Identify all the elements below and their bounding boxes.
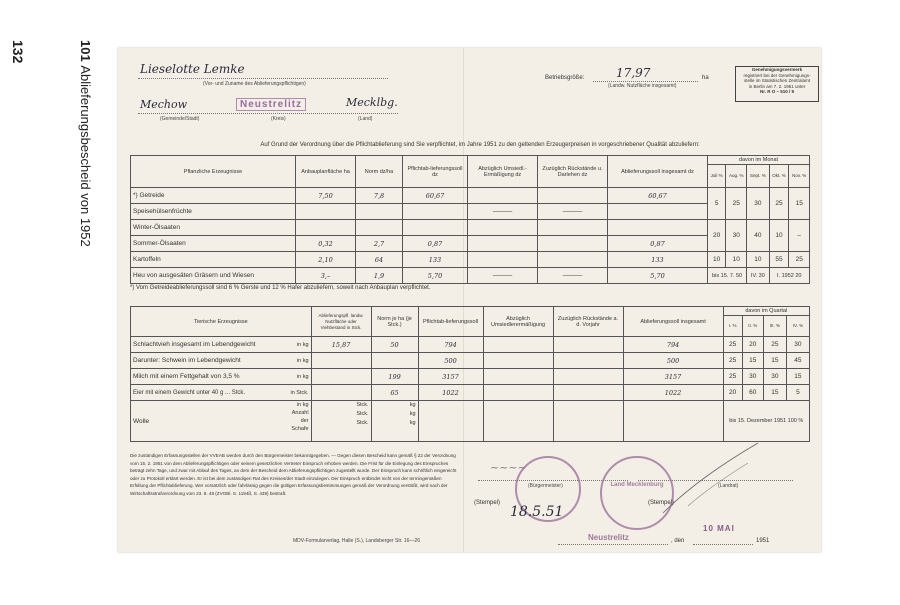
- state-caption: (Land): [358, 116, 373, 122]
- col-header: Abzüglich Umsiedl.-Ermäßigung dz: [468, 156, 538, 188]
- wool-deduction: [483, 401, 553, 442]
- mayor-signature: ~~~~: [490, 461, 527, 474]
- quarter-cell: 30: [763, 369, 786, 385]
- quarter-cell: 5: [786, 385, 809, 401]
- wool-note: bis 15. Dezember 1951 100 %: [723, 401, 809, 442]
- year-label: 1951: [756, 538, 770, 544]
- month-header: Okt. %: [769, 165, 789, 188]
- table-row: [131, 385, 810, 401]
- table1-footnote: *) Vom Getreideablieferungssoll sind 6 % Gerste und 12 % Hafer abzuliefern, soweit nach Anbauplan verpflichtet.: [130, 285, 431, 291]
- total-cell: 5,70: [608, 268, 708, 284]
- quarter-cell: 15: [763, 385, 786, 401]
- arrears-cell: ———: [538, 268, 608, 284]
- signature-stroke: [658, 438, 768, 518]
- quarter-cell: 20: [723, 385, 742, 401]
- month-header: Nov. %: [789, 165, 810, 188]
- approval-line: stelle im Statistischen Zentralamt: [743, 78, 811, 83]
- col-header: Zuzüglich Rückstände a. d. Vorjahr: [553, 307, 623, 337]
- month-cell: 10: [769, 220, 789, 252]
- quarter-cell: 25: [723, 337, 742, 353]
- area-cell: [296, 204, 356, 220]
- area-cell: 3,–: [296, 268, 356, 284]
- col-header: Norm je ha (je Stck.): [371, 307, 418, 337]
- quota-cell: 0,87: [403, 236, 468, 252]
- month-header: Juli %: [708, 165, 726, 188]
- month-cell: bis 15. 7. 50: [708, 268, 747, 284]
- arrears-cell: [553, 337, 623, 353]
- quota-cell: 794: [418, 337, 483, 353]
- deduction-cell: [468, 252, 538, 268]
- quarter-header: IV. %: [786, 316, 809, 337]
- page-number: 132: [10, 40, 26, 64]
- col-header: Norm dz/ha: [356, 156, 403, 188]
- intro-text: Auf Grund der Verordnung über die Pflichtablieferung sind Sie verpflichtet, im Jahre 1951 zu den geltenden Erzeugerpreisen in vorgeschriebener Qualität abzuliefern:: [260, 142, 700, 148]
- total-cell: 794: [623, 337, 723, 353]
- date-stamp: 10 MAI: [703, 524, 735, 533]
- norm-cell: 7,8: [356, 188, 403, 204]
- wool-total: [623, 401, 723, 442]
- deduction-cell: [483, 385, 553, 401]
- quarter-cell: 15: [742, 353, 763, 369]
- quarter-cell: 15: [786, 369, 809, 385]
- unit-cell: in kg: [284, 337, 311, 353]
- col-header: Ablieferungspfl. landw. Nutzfläche oder Viehbestand in Stck.: [311, 307, 371, 337]
- approval-line: Genehmigungsvermerk: [751, 67, 803, 72]
- unit-cell: in kg: [284, 369, 311, 385]
- total-cell: [608, 204, 708, 220]
- norm-cell: [356, 220, 403, 236]
- norm-cell: 64: [356, 252, 403, 268]
- place-line: [558, 544, 668, 545]
- product-name: Winter-Ölsaaten: [131, 220, 296, 236]
- col-header: Abzüglich Umsiedlerermäßigung: [483, 307, 553, 337]
- product-name: Heu von ausgesäten Gräsern und Wiesen: [131, 268, 296, 284]
- table-row: [131, 252, 810, 268]
- wool-arrears: [553, 401, 623, 442]
- quarter-header: III. %: [763, 316, 786, 337]
- quarter-header: II. %: [742, 316, 763, 337]
- name-caption: (Vor- und Zuname des Ablieferungspflichtigen): [203, 81, 306, 87]
- quarter-cell: 45: [786, 353, 809, 369]
- wool-stck: Stck.: [356, 402, 369, 408]
- wool-units: [284, 401, 311, 442]
- product-name: Darunter: Schwein im Lebendgewicht: [131, 353, 284, 369]
- arrears-cell: [553, 385, 623, 401]
- place-stamp: Neustrelitz: [588, 533, 629, 542]
- quarter-cell: 30: [742, 369, 763, 385]
- month-cell: 25: [789, 252, 810, 268]
- deduction-cell: [483, 369, 553, 385]
- month-cell: 30: [747, 188, 769, 220]
- landrat-caption: (Landrat): [718, 483, 739, 489]
- col-header: Zuzüglich Rückstände u. Darlehen dz: [538, 156, 608, 188]
- fold-line: [463, 48, 464, 552]
- table-row: [131, 268, 810, 284]
- document-number: 101: [78, 40, 93, 62]
- month-cell: 10: [726, 252, 747, 268]
- handwritten-date: 18.5.51: [510, 504, 564, 520]
- area-cell: 15,87: [311, 337, 371, 353]
- state-value: Mecklbg.: [346, 96, 398, 109]
- product-name: Schlachtvieh insgesamt im Lebendgewicht: [131, 337, 284, 353]
- location-underline: [138, 113, 398, 114]
- col-header: Ablieferungssoll insgesamt: [623, 307, 723, 337]
- month-cell: 25: [769, 188, 789, 220]
- total-cell: [608, 220, 708, 236]
- norm-cell: 1,9: [356, 268, 403, 284]
- area-cell: [296, 220, 356, 236]
- month-cell: 55: [769, 252, 789, 268]
- wool-norm: [371, 401, 418, 442]
- wool-unit-line: Schafe: [291, 426, 309, 432]
- table-row: [131, 337, 810, 353]
- quota-cell: 60,67: [403, 188, 468, 204]
- total-cell: 133: [608, 252, 708, 268]
- col-header: Ablieferungssoll insgesamt dz: [608, 156, 708, 188]
- col-header: Pflanzliche Erzeugnisse: [131, 156, 296, 188]
- product-name: Milch mit einem Fettgehalt von 3,5 %: [131, 369, 284, 385]
- stamp-text: Land Mecklenburg: [610, 482, 664, 488]
- approval-box: [735, 66, 819, 102]
- area-cell: 0,32: [296, 236, 356, 252]
- norm-cell: 50: [371, 337, 418, 353]
- wool-kg: kg: [409, 411, 416, 417]
- area-cell: 2,10: [296, 252, 356, 268]
- area-cell: [311, 385, 371, 401]
- col-header: davon im Quartal: [723, 307, 809, 316]
- table-row: [131, 401, 810, 442]
- norm-cell: 199: [371, 369, 418, 385]
- farm-size-caption: (Landw. Nutzfläche insgesamt): [608, 83, 677, 89]
- quarter-header: I. %: [723, 316, 742, 337]
- name-underline: [138, 78, 388, 79]
- month-cell: 40: [747, 220, 769, 252]
- product-name: *) Getreide: [131, 188, 296, 204]
- wool-area: [311, 401, 371, 442]
- quarter-cell: 25: [763, 337, 786, 353]
- wool-kg: kg: [409, 402, 416, 408]
- norm-cell: 65: [371, 385, 418, 401]
- month-cell: 20: [708, 220, 726, 252]
- quarter-cell: 25: [723, 353, 742, 369]
- area-cell: [311, 369, 371, 385]
- total-cell: 0,87: [608, 236, 708, 252]
- wool-stck: Stck.: [356, 411, 369, 417]
- product-name: Kartoffeln: [131, 252, 296, 268]
- date-prefix: , den: [671, 538, 685, 544]
- deduction-cell: ———: [468, 204, 538, 220]
- area-cell: [311, 353, 371, 369]
- deduction-cell: [468, 220, 538, 236]
- approval-line: in Berlin am 7. 2. 1951 unter: [748, 83, 806, 89]
- month-cell: 10: [747, 252, 769, 268]
- month-cell: IV. 30: [747, 268, 769, 284]
- approval-line: Nr. R O – 510 / 9: [759, 89, 795, 94]
- mayor-caption: (Bürgermeister): [528, 483, 563, 489]
- deduction-cell: [468, 236, 538, 252]
- stamp-caption-left: (Stempel): [474, 500, 501, 506]
- col-header: davon im Monat: [708, 156, 810, 165]
- total-cell: 1022: [623, 385, 723, 401]
- document-caption: [78, 40, 93, 247]
- product-name: Sommer-Ölsaaten: [131, 236, 296, 252]
- wool-quota: [418, 401, 483, 442]
- norm-cell: [356, 204, 403, 220]
- quarter-cell: 15: [763, 353, 786, 369]
- municipality-value: Mechow: [140, 98, 188, 111]
- month-cell: –: [789, 220, 810, 252]
- norm-cell: [371, 353, 418, 369]
- deduction-cell: [483, 337, 553, 353]
- col-header: Tierische Erzeugnisse: [131, 307, 312, 337]
- month-cell: 15: [789, 188, 810, 220]
- deduction-cell: [468, 188, 538, 204]
- document-title: Ablieferungsbescheid von 1952: [78, 65, 93, 247]
- col-header: Pflichtab-lieferungssoll: [418, 307, 483, 337]
- wool-stck: Stck.: [356, 420, 369, 426]
- month-cell: 25: [726, 188, 747, 220]
- arrears-cell: [538, 236, 608, 252]
- product-name: Wolle: [131, 401, 284, 442]
- quota-cell: 500: [418, 353, 483, 369]
- product-name: Eier mit einem Gewicht unter 40 g ... Stck.: [131, 385, 284, 401]
- month-header: Sept. %: [747, 165, 769, 188]
- total-cell: 500: [623, 353, 723, 369]
- quota-cell: 3157: [418, 369, 483, 385]
- district-stamp: Neustrelitz: [236, 98, 306, 111]
- arrears-cell: ———: [538, 204, 608, 220]
- area-cell: 7,50: [296, 188, 356, 204]
- month-cell: 5: [708, 188, 726, 220]
- farm-size-label: Betriebsgröße:: [545, 75, 585, 81]
- month-header: Aug. %: [726, 165, 747, 188]
- unit-cell: in Stck.: [284, 385, 311, 401]
- table-row: [131, 369, 810, 385]
- holder-name: Lieselotte Lemke: [140, 62, 245, 76]
- municipality-caption: (Gemeinde/Stadt): [160, 116, 200, 122]
- month-cell: 10: [708, 252, 726, 268]
- approval-line: registriert bei der Genehmigungs-: [743, 72, 811, 78]
- quarter-cell: 25: [723, 369, 742, 385]
- arrears-cell: [553, 353, 623, 369]
- product-name: Speisehülsenfrüchte: [131, 204, 296, 220]
- table-row: [131, 353, 810, 369]
- district-caption: (Kreis): [271, 116, 286, 122]
- col-header: Pflichtab-lieferungssoll dz: [403, 156, 468, 188]
- arrears-cell: [538, 188, 608, 204]
- quarter-cell: 20: [742, 337, 763, 353]
- quarter-cell: 30: [786, 337, 809, 353]
- quarter-cell: 60: [742, 385, 763, 401]
- plant-products-table: [130, 155, 810, 284]
- table-row: [131, 220, 810, 236]
- animal-products-table: [130, 306, 810, 442]
- month-cell: 30: [726, 220, 747, 252]
- arrears-cell: [538, 220, 608, 236]
- quota-cell: 5,70: [403, 268, 468, 284]
- deduction-cell: [483, 353, 553, 369]
- table-row: [131, 188, 810, 204]
- farm-size-unit: ha: [702, 75, 709, 81]
- quota-cell: [403, 220, 468, 236]
- quota-cell: [403, 204, 468, 220]
- stamp-caption-right: (Stempel): [648, 500, 675, 506]
- delivery-notice-form: [118, 48, 821, 552]
- norm-cell: 2,7: [356, 236, 403, 252]
- quota-cell: 1022: [418, 385, 483, 401]
- legal-notice: Die zuständigen Erfassungsstellen der VVEAB werden durch den Bürgermeister bekanntgegeben. — Gegen diesen Bescheid kann gemäß § 22 der Verordnung vom 15. 2. 1951 von dem Ablieferungspflichtigen oder seinem gesetzlichen Vertreter Einspruch erhoben werden. Die Frist für die Einlegung des Einspruches beträgt zehn Tage, und zwar mit Ablauf des Tages, an dem der Bescheid dem Ablieferungspflichtigen zugestellt wurde. Der Einspruch kann schriftlich eingereicht oder zu Protokoll erklärt werden. Er ist bei dem zuständigen Rat des Kreises/der Stadt einzulegen. Der Einspruch entbindet nicht von der termingemäßen Erfüllung der Pflichtablieferung. Wer vorsätzlich oder fahrlässig gegen die gültigen Erfassungsbestimmungen gemäß der Verordnung verstößt, wird nach der Wirtschaftsstrafverordnung vom 23. 9. 48 (ZVOBl. S. 1194ß, S. 439) bestraft.: [130, 453, 457, 496]
- wool-unit-line: in kg: [296, 402, 309, 408]
- total-cell: 60,67: [608, 188, 708, 204]
- month-cell: I. 1952 20: [769, 268, 809, 284]
- farm-size-underline: [593, 81, 698, 82]
- quota-cell: 133: [403, 252, 468, 268]
- arrears-cell: [538, 252, 608, 268]
- publisher: MDV-Formularverlag, Halle (S.), Landsberger Str. 16—26: [293, 538, 420, 544]
- wool-unit-line: der: [300, 418, 309, 424]
- deduction-cell: ———: [468, 268, 538, 284]
- wool-kg: kg: [409, 420, 416, 426]
- date-line: [693, 544, 753, 545]
- margin-caption: [0, 0, 112, 605]
- unit-cell: in kg: [284, 353, 311, 369]
- arrears-cell: [553, 369, 623, 385]
- farm-size-value: 17,97: [616, 66, 651, 80]
- wool-unit-line: Anzahl: [291, 410, 309, 416]
- total-cell: 3157: [623, 369, 723, 385]
- col-header: Anbauplanfläche ha: [296, 156, 356, 188]
